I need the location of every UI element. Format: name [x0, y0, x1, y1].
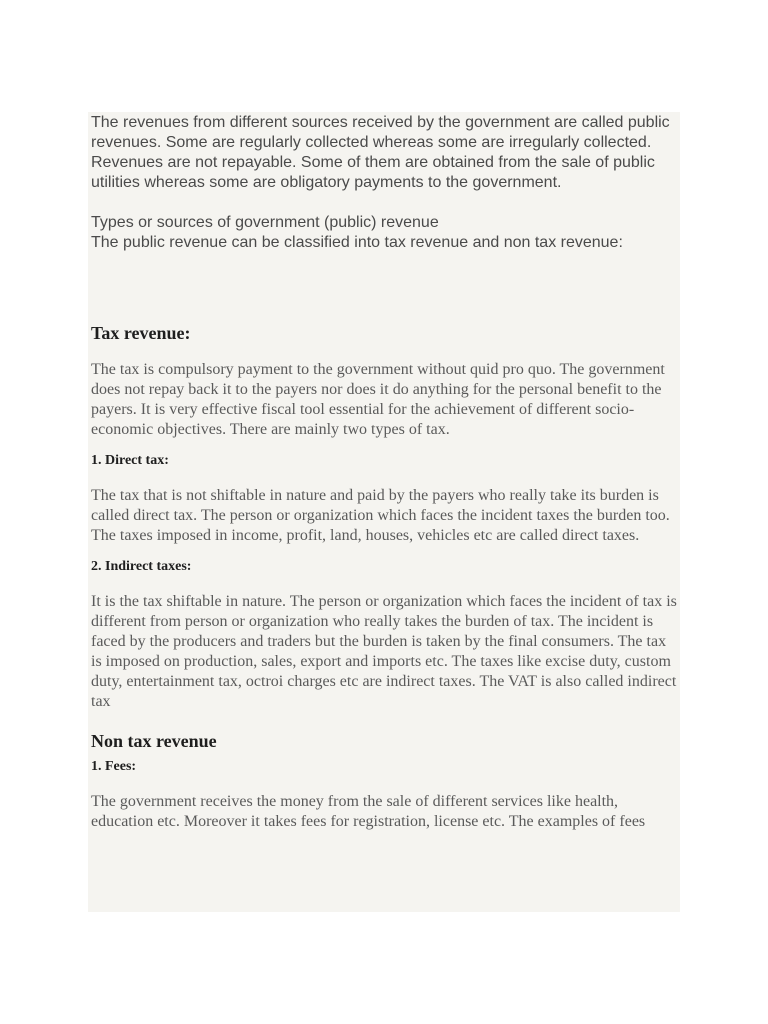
- intro-paragraph: The revenues from different sources received by the government are called public revenues. Some are regularly collected whereas some are irregularly collected. Revenues are not repayable. Some of them are obtained from the sale of public utilities whereas some are obligatory payments to the government.: [91, 114, 670, 191]
- document-page: [88, 112, 680, 912]
- indirect-tax-body: It is the tax shiftable in nature. The person or organization which faces the incident of tax is different from person or organization who really takes the burden of tax. The incident is faced by the producers and traders but the burden is taken by the final consumers. The tax is imposed on production, sales, export and imports etc. The taxes like excise duty, custom duty, entertainment tax, octroi charges etc are indirect taxes. The VAT is also called indirect tax: [91, 593, 677, 710]
- non-tax-revenue-heading: Non tax revenue: [91, 731, 217, 751]
- fees-heading: 1. Fees:: [91, 759, 137, 774]
- fees-body: The government receives the money from the sale of different services like health, education etc. Moreover it takes fees for registration, license etc. The examples of fees: [91, 793, 646, 830]
- tax-revenue-body: The tax is compulsory payment to the government without quid pro quo. The government does not repay back it to the payers nor does it do anything for the personal benefit to the payers. It is very effective fiscal tool essential for the achievement of different socio-economic objectives. There are mainly two types of tax.: [91, 361, 665, 438]
- indirect-tax-heading: 2. Indirect taxes:: [91, 559, 192, 574]
- direct-tax-heading: 1. Direct tax:: [91, 453, 169, 468]
- tax-revenue-heading: Tax revenue:: [91, 323, 191, 343]
- direct-tax-body: The tax that is not shiftable in nature and paid by the payers who really take its burden is called direct tax. The person or organization which faces the incident taxes the burden too. The taxes imposed in income, profit, land, houses, vehicles etc are called direct taxes.: [91, 487, 670, 544]
- classification-text: The public revenue can be classified into tax revenue and non tax revenue:: [91, 234, 623, 251]
- types-heading: Types or sources of government (public) revenue: [91, 214, 439, 231]
